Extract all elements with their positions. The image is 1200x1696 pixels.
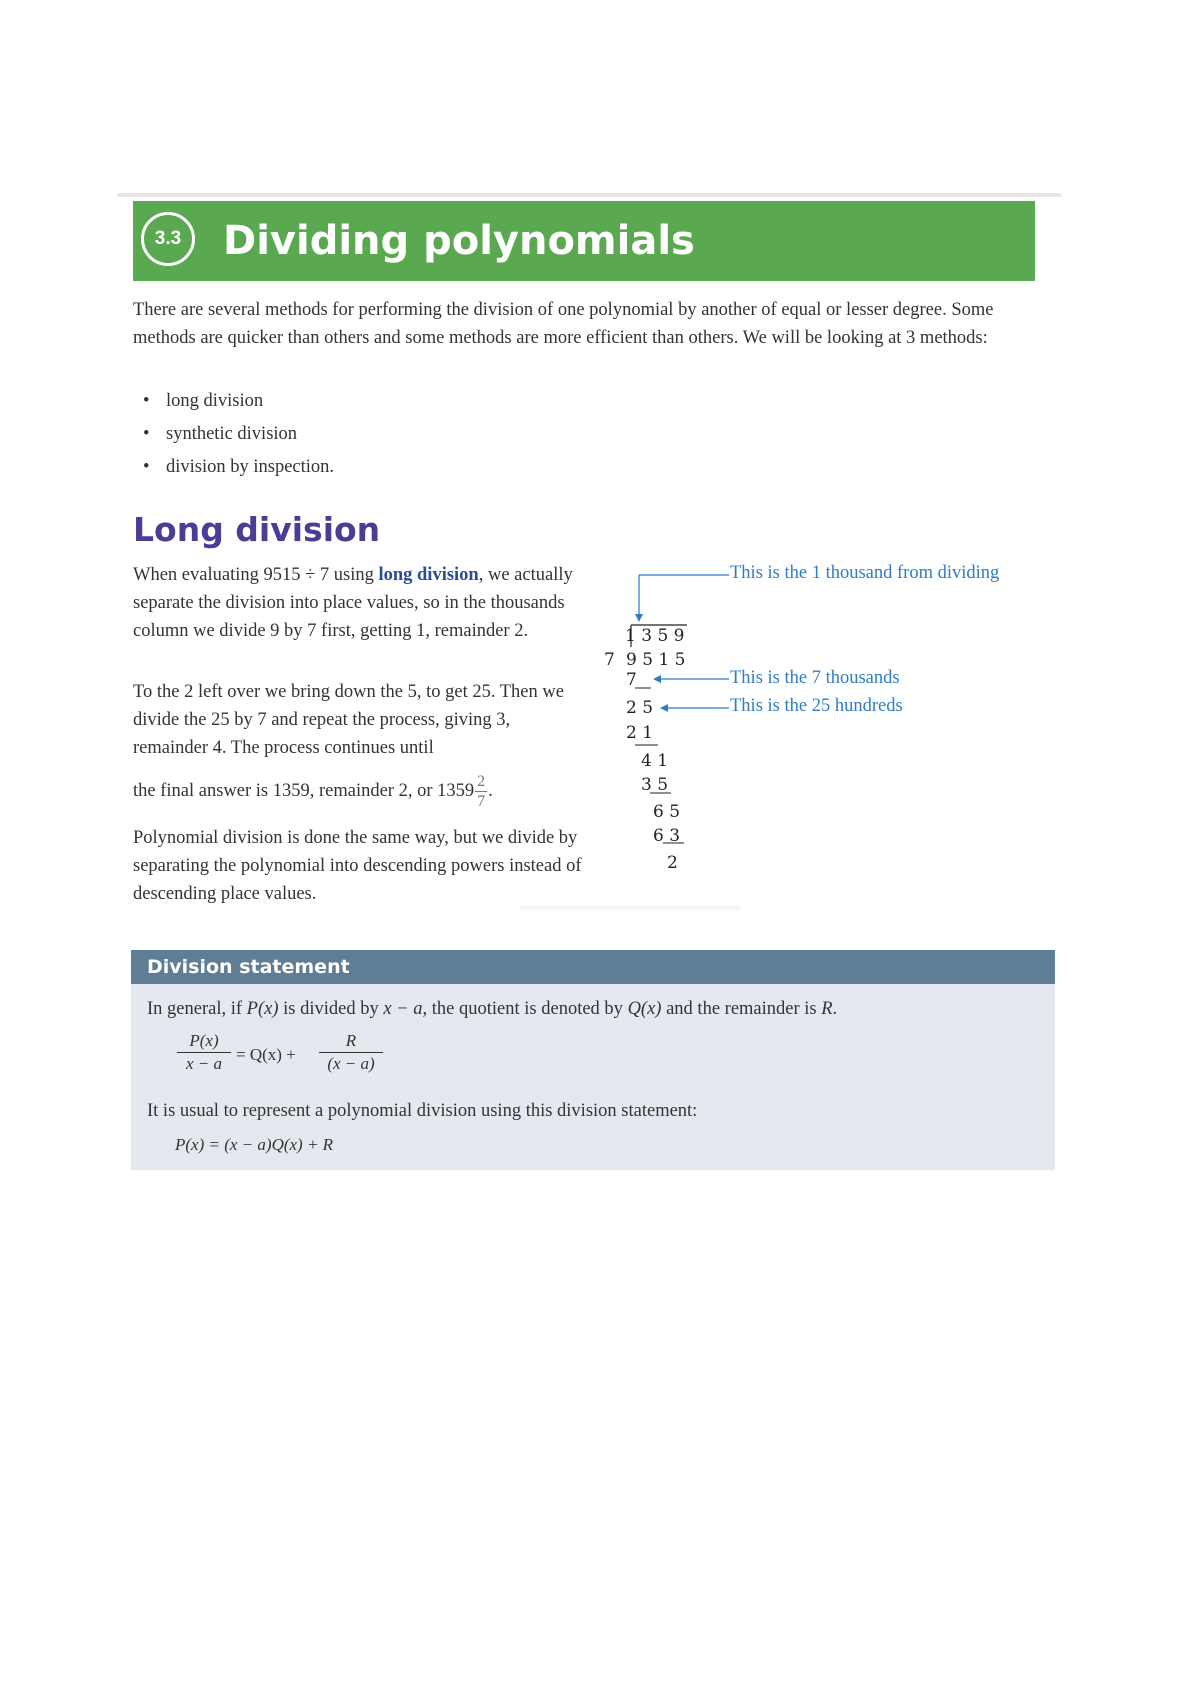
fraction-numerator: 2 bbox=[477, 773, 486, 790]
section-number-badge: 3.3 bbox=[141, 212, 195, 266]
methods-list bbox=[133, 385, 334, 484]
subtraction-row: 4 1 bbox=[641, 751, 669, 771]
text: In general, if bbox=[147, 999, 247, 1019]
fraction-denominator: 7 bbox=[477, 793, 486, 810]
remainder-fraction bbox=[475, 772, 487, 811]
long-division-paragraph-1 bbox=[133, 561, 588, 645]
list-item: • long division bbox=[133, 385, 334, 418]
remainder: 2 bbox=[667, 853, 678, 873]
subtraction-row: 6 3 bbox=[653, 826, 681, 846]
intro-paragraph: There are several methods for performing the division of one polynomial by another of equal or lesser degree. Some methods are quicker than others and some methods are more efficient than others. We will be looking at 3 methods: bbox=[133, 300, 994, 348]
section-title: Dividing polynomials bbox=[223, 218, 695, 264]
p1-text: When evaluating 9515 ÷ 7 using bbox=[133, 565, 379, 585]
math-px: P(x) bbox=[246, 999, 279, 1019]
fraction-r-over-x-minus-a bbox=[319, 1030, 383, 1075]
p1-text-after: , we actually separate the division into place values, so in the thousands column we divide 9 by 7 first, getting 1, remainder 2. bbox=[133, 565, 573, 641]
text: and the remainder is bbox=[661, 999, 822, 1019]
long-division-paragraph-2: To the 2 left over we bring down the 5, to get 25. Then we divide the 25 by 7 and repeat the process, giving 3, remainder 4. The process continues until bbox=[133, 682, 564, 758]
subtraction-row: 6 5 bbox=[653, 802, 681, 822]
fraction-denominator: (x − a) bbox=[319, 1052, 383, 1075]
subtraction-row: 3 5 bbox=[641, 775, 669, 795]
divisor: 7 bbox=[604, 650, 615, 670]
text: , the quotient is denoted by bbox=[422, 999, 628, 1019]
section-header bbox=[133, 201, 1035, 281]
annotation-twenty-five-hundreds: This is the 25 hundreds bbox=[730, 696, 903, 716]
p3-text-after: . bbox=[488, 780, 493, 801]
text: is divided by bbox=[278, 999, 384, 1019]
annotation-thousand: This is the 1 thousand from dividing bbox=[730, 563, 1000, 583]
text: . bbox=[832, 999, 838, 1019]
division-statement-line-1 bbox=[147, 996, 837, 1022]
list-item: • synthetic division bbox=[133, 418, 334, 451]
math-qx: Q(x) bbox=[627, 999, 662, 1019]
long-division-paragraph-3 bbox=[133, 772, 588, 811]
list-item: • division by inspection. bbox=[133, 451, 334, 484]
division-statement-formula: P(x) = (x − a)Q(x) + R bbox=[175, 1135, 334, 1154]
math-r: R bbox=[821, 999, 833, 1019]
subtraction-row: 2 1 bbox=[626, 723, 654, 743]
subtraction-row: 2 5 bbox=[626, 698, 654, 718]
dividend: 9 5 1 5 bbox=[626, 650, 686, 670]
division-statement-line-2: It is usual to represent a polynomial division using this division statement: bbox=[147, 1101, 698, 1121]
p3-text: the final answer is 1359, remainder 2, or 1359 bbox=[133, 780, 475, 801]
equals-q-plus: = Q(x) + bbox=[236, 1045, 296, 1064]
long-division-term: long division bbox=[378, 565, 479, 585]
long-division-paragraph-4: Polynomial division is done the same way, but we divide by separating the polynomial into descending powers instead of descending place values. bbox=[133, 828, 582, 904]
fraction-numerator: P(x) bbox=[189, 1031, 219, 1050]
figure-shadow bbox=[520, 906, 740, 912]
division-statement-heading: Division statement bbox=[131, 950, 1055, 984]
fraction-p-over-x-minus-a bbox=[177, 1030, 231, 1075]
fraction-numerator: R bbox=[345, 1031, 357, 1050]
quotient: 1 3 5 9 bbox=[625, 626, 685, 646]
fraction-denominator: x − a bbox=[177, 1052, 231, 1075]
division-statement-box bbox=[131, 950, 1055, 1170]
top-rule bbox=[117, 193, 1061, 197]
long-division-heading: Long division bbox=[133, 510, 381, 549]
math-x-minus-a: x − a bbox=[383, 999, 423, 1019]
subtraction-row: 7 bbox=[626, 670, 637, 690]
annotation-seven-thousands: This is the 7 thousands bbox=[730, 668, 900, 688]
